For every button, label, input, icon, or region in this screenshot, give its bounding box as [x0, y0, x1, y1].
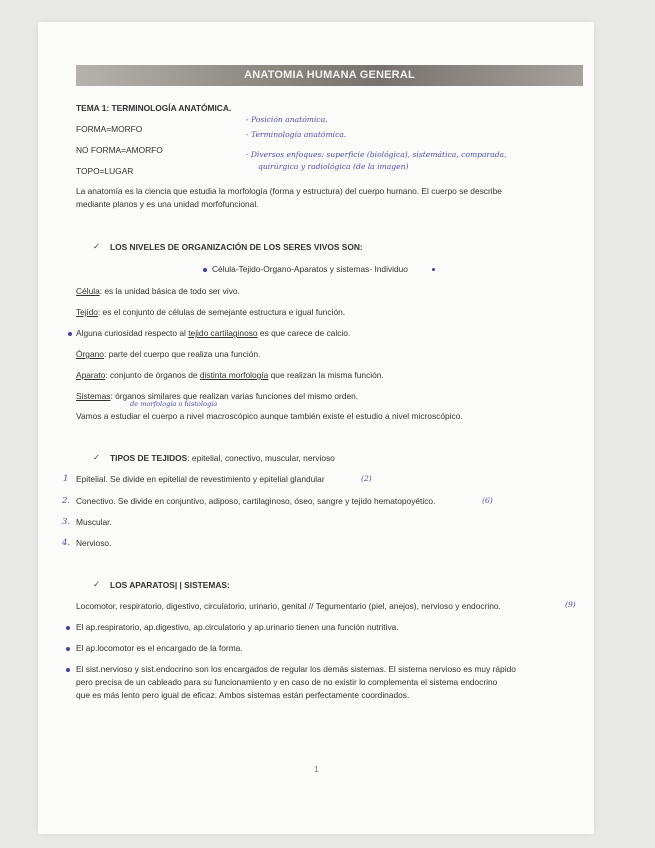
term-no-forma: NO FORMA=AMORFO	[76, 145, 163, 155]
check-icon: ✓	[93, 452, 101, 462]
handwritten-note-3: · Diversos enfoques: superficie (biológica), sistemática, comparada,	[246, 150, 507, 159]
page-number: 1	[314, 764, 319, 774]
aparatos-bullet-3-line-2: pero precisa de un cableado para su funcionamiento y en caso de no existir lo complementa el sistema endocrino	[76, 677, 498, 687]
bullet-icon	[432, 268, 435, 271]
curiosidad-term: tejido cartilaginoso	[188, 328, 258, 338]
tejido-item-number: 4.	[62, 538, 71, 548]
niveles-sequence: Célula-Tejido-Organo-Aparatos y sistemas- Individuo	[212, 264, 408, 274]
document-page	[38, 22, 594, 834]
sistemas-handwritten-note: de morfología o histología	[130, 400, 218, 408]
term-topo: TOPO=LUGAR	[76, 166, 134, 176]
aparatos-list-note: (9)	[565, 600, 576, 609]
bullet-icon	[66, 668, 70, 672]
check-icon: ✓	[93, 579, 101, 589]
aparato-text-b: que realizan la misma función.	[268, 370, 384, 380]
bullet-icon	[68, 332, 72, 336]
tejido-item-number: 3.	[62, 517, 71, 527]
aparatos-bullet-2: El ap.locomotor es el encargado de la forma.	[76, 643, 243, 653]
intro-line-2: mediante planos y es una unidad morfofuncional.	[76, 199, 259, 209]
aparatos-bullet-3-line-1: El sist.nervioso y sist.endocrino son los encargados de regular los demás sistemas. El sistema nervioso es muy rápido	[76, 664, 516, 674]
tejido-item-note: (2)	[361, 474, 372, 483]
tejido-term: Tejido	[76, 307, 98, 317]
tejidos-heading-bold: TIPOS DE TEJIDOS	[110, 453, 188, 463]
niveles-heading: LOS NIVELES DE ORGANIZACIÓN DE LOS SERES VIVOS SON:	[110, 242, 363, 252]
macro-line: Vamos a estudiar el cuerpo a nivel macroscópico aunque también existe el estudio a nivel microscópico.	[76, 411, 463, 421]
organo-text: : parte del cuerpo que realiza una función.	[103, 349, 261, 359]
handwritten-note-2: - Terminología anatómica.	[246, 130, 347, 139]
aparato-term: Aparato	[76, 370, 106, 380]
tejidos-heading	[110, 453, 335, 465]
bullet-icon	[203, 268, 207, 272]
organo-definition	[76, 349, 260, 361]
aparato-text-a: : conjunto de órganos de	[105, 370, 200, 380]
intro-line-1: La anatomía es la ciencia que estudia la morfología (forma y estructura) del cuerpo humano. El cuerpo se describe	[76, 186, 502, 196]
sistemas-text-b: que realizan varias funciones del mismo orden.	[180, 391, 359, 401]
tejido-item-epitelial: Epitelial. Se divide en epitelial de revestimiento y epitelial glandular	[76, 474, 325, 484]
celula-text: : es la unidad básica de todo ser vivo.	[99, 286, 240, 296]
celula-definition	[76, 286, 240, 298]
term-forma: FORMA=MORFO	[76, 124, 143, 134]
sistemas-text-a: : órganos	[110, 391, 146, 401]
tejido-item-conectivo: Conectivo. Se divide en conjuntivo, adiposo, cartilaginoso, óseo, sangre y tejido hematopoyético.	[76, 496, 436, 506]
tejido-item-note: (6)	[482, 496, 493, 505]
curiosidad-text-b: es que carece de calcio.	[257, 328, 351, 338]
handwritten-note-1: - Posición anatómica.	[246, 115, 328, 124]
tejido-text: : es el conjunto de células de semejante estructura e igual función.	[97, 307, 346, 317]
tejido-definition	[76, 307, 345, 319]
aparato-underlined: distinta morfología	[199, 370, 269, 380]
tejido-item-muscular: Muscular.	[76, 517, 112, 527]
bullet-icon	[66, 647, 70, 651]
tejido-item-number: 2.	[62, 496, 71, 506]
check-icon: ✓	[93, 241, 101, 251]
curiosidad-line	[76, 328, 350, 340]
aparato-definition	[76, 370, 384, 382]
document-title-banner: ANATOMIA HUMANA GENERAL	[76, 65, 583, 86]
tejido-item-number: 1	[63, 474, 69, 484]
curiosidad-text-a: Alguna curiosidad respecto al	[76, 328, 189, 338]
tejido-item-nervioso: Nervioso.	[76, 538, 112, 548]
sistemas-underlined: similares	[145, 391, 181, 401]
handwritten-note-4: quirúrgica y radiológica (de la imagen)	[258, 162, 409, 171]
aparatos-bullet-1: El ap.respiratorio, ap.digestivo, ap.circulatorio y ap.urinario tienen una función nutritiva.	[76, 622, 399, 632]
celula-term: Célula	[76, 286, 100, 296]
aparatos-list: Locomotor, respiratorio, digestivo, circulatorio, urinario, genital // Tegumentario (piel, anejos), nervioso y endocrino.	[76, 601, 501, 611]
aparatos-bullet-3-line-3: que es más lento pero igual de eficaz. Ambos sistemas están perfectamente coordinados.	[76, 690, 410, 700]
section-title: TEMA 1: TERMINOLOGÍA ANATÓMICA.	[76, 103, 232, 113]
sistemas-term: Sistemas	[76, 391, 111, 401]
bullet-icon	[66, 626, 70, 630]
aparatos-heading: LOS APARATOS| | SISTEMAS:	[110, 580, 230, 590]
tejidos-heading-rest: : epitelial, conectivo, muscular, nervioso	[187, 453, 335, 463]
organo-term: Órgano	[76, 349, 104, 359]
